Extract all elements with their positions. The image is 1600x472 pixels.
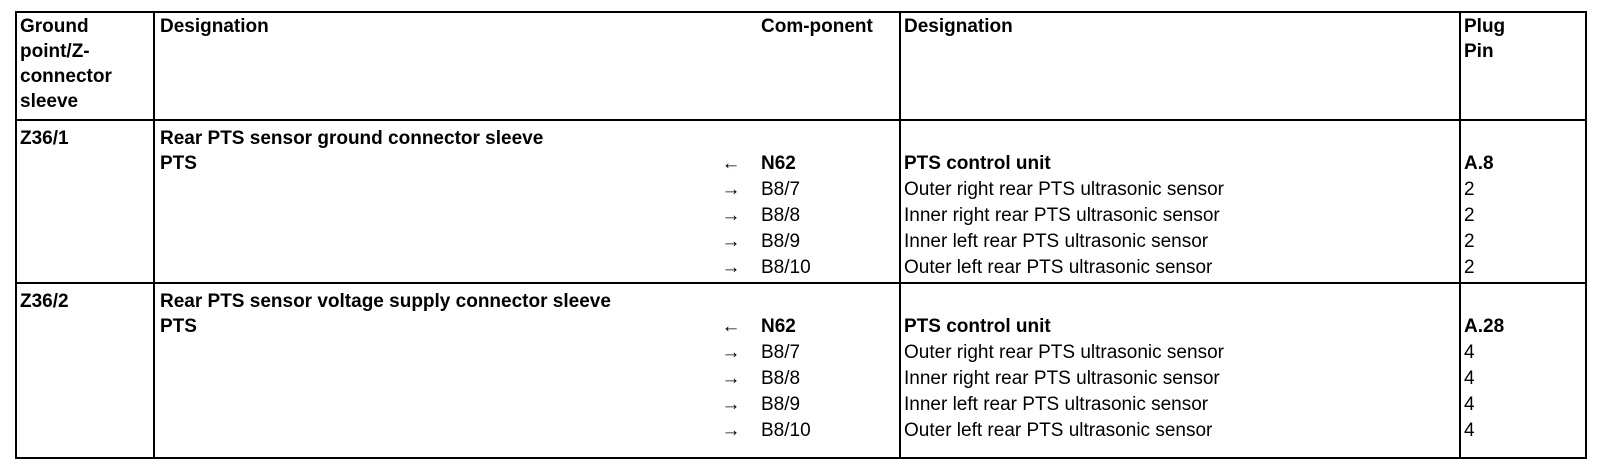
component-designation: Inner right rear PTS ultrasonic sensor: [904, 205, 1220, 226]
plug-pin: 4: [1464, 420, 1475, 441]
component-designation: Outer left rear PTS ultrasonic sensor: [904, 257, 1213, 278]
group-designation-suffix: PTS: [160, 316, 197, 337]
component-id: N62: [761, 153, 796, 174]
connection-arrow-icon: ←: [721, 153, 741, 174]
connector-table: [15, 11, 1587, 459]
header-ground-point: Ground point/Z-connector sleeve: [20, 16, 112, 112]
plug-pin: 4: [1464, 342, 1475, 363]
column-divider: [899, 13, 901, 457]
component-id: B8/9: [761, 394, 801, 415]
header-designation: Designation: [160, 16, 269, 37]
group-designation: Rear PTS sensor voltage supply connector sleeve: [160, 291, 611, 312]
component-id: B8/10: [761, 420, 811, 441]
component-id: N62: [761, 316, 796, 337]
row-divider: [17, 119, 1585, 121]
component-id: B8/7: [761, 179, 801, 200]
component-designation: Outer left rear PTS ultrasonic sensor: [904, 420, 1213, 441]
plug-pin: 4: [1464, 394, 1475, 415]
connection-arrow-icon: →: [721, 368, 741, 389]
connection-arrow-icon: →: [721, 342, 741, 363]
component-designation: Outer right rear PTS ultrasonic sensor: [904, 179, 1224, 200]
component-id: B8/8: [761, 368, 801, 389]
header-plug-pin: Plug Pin: [1464, 16, 1506, 62]
group-designation: Rear PTS sensor ground connector sleeve: [160, 128, 544, 149]
connection-arrow-icon: →: [721, 179, 741, 200]
connection-arrow-icon: →: [721, 420, 741, 441]
connection-arrow-icon: →: [721, 394, 741, 415]
plug-pin: A.8: [1464, 153, 1494, 174]
row-divider: [17, 282, 1585, 284]
component-designation: Inner left rear PTS ultrasonic sensor: [904, 231, 1209, 252]
column-divider: [1459, 13, 1461, 457]
connection-arrow-icon: →: [721, 257, 741, 278]
component-designation: Inner right rear PTS ultrasonic sensor: [904, 368, 1220, 389]
header-designation-2: Designation: [904, 16, 1013, 37]
plug-pin: 2: [1464, 231, 1475, 252]
group-designation-suffix: PTS: [160, 153, 197, 174]
column-divider: [153, 13, 155, 457]
plug-pin: A.28: [1464, 316, 1505, 337]
ground-point-id: Z36/1: [20, 128, 69, 149]
component-id: B8/9: [761, 231, 801, 252]
component-designation: PTS control unit: [904, 316, 1051, 337]
plug-pin: 2: [1464, 179, 1475, 200]
connection-arrow-icon: →: [721, 231, 741, 252]
ground-point-id: Z36/2: [20, 291, 69, 312]
component-designation: PTS control unit: [904, 153, 1051, 174]
plug-pin: 4: [1464, 368, 1475, 389]
component-designation: Outer right rear PTS ultrasonic sensor: [904, 342, 1224, 363]
plug-pin: 2: [1464, 257, 1475, 278]
header-component: Com-ponent: [761, 16, 873, 37]
connection-arrow-icon: →: [721, 205, 741, 226]
plug-pin: 2: [1464, 205, 1475, 226]
component-id: B8/10: [761, 257, 811, 278]
component-designation: Inner left rear PTS ultrasonic sensor: [904, 394, 1209, 415]
component-id: B8/7: [761, 342, 801, 363]
component-id: B8/8: [761, 205, 801, 226]
connection-arrow-icon: ←: [721, 316, 741, 337]
